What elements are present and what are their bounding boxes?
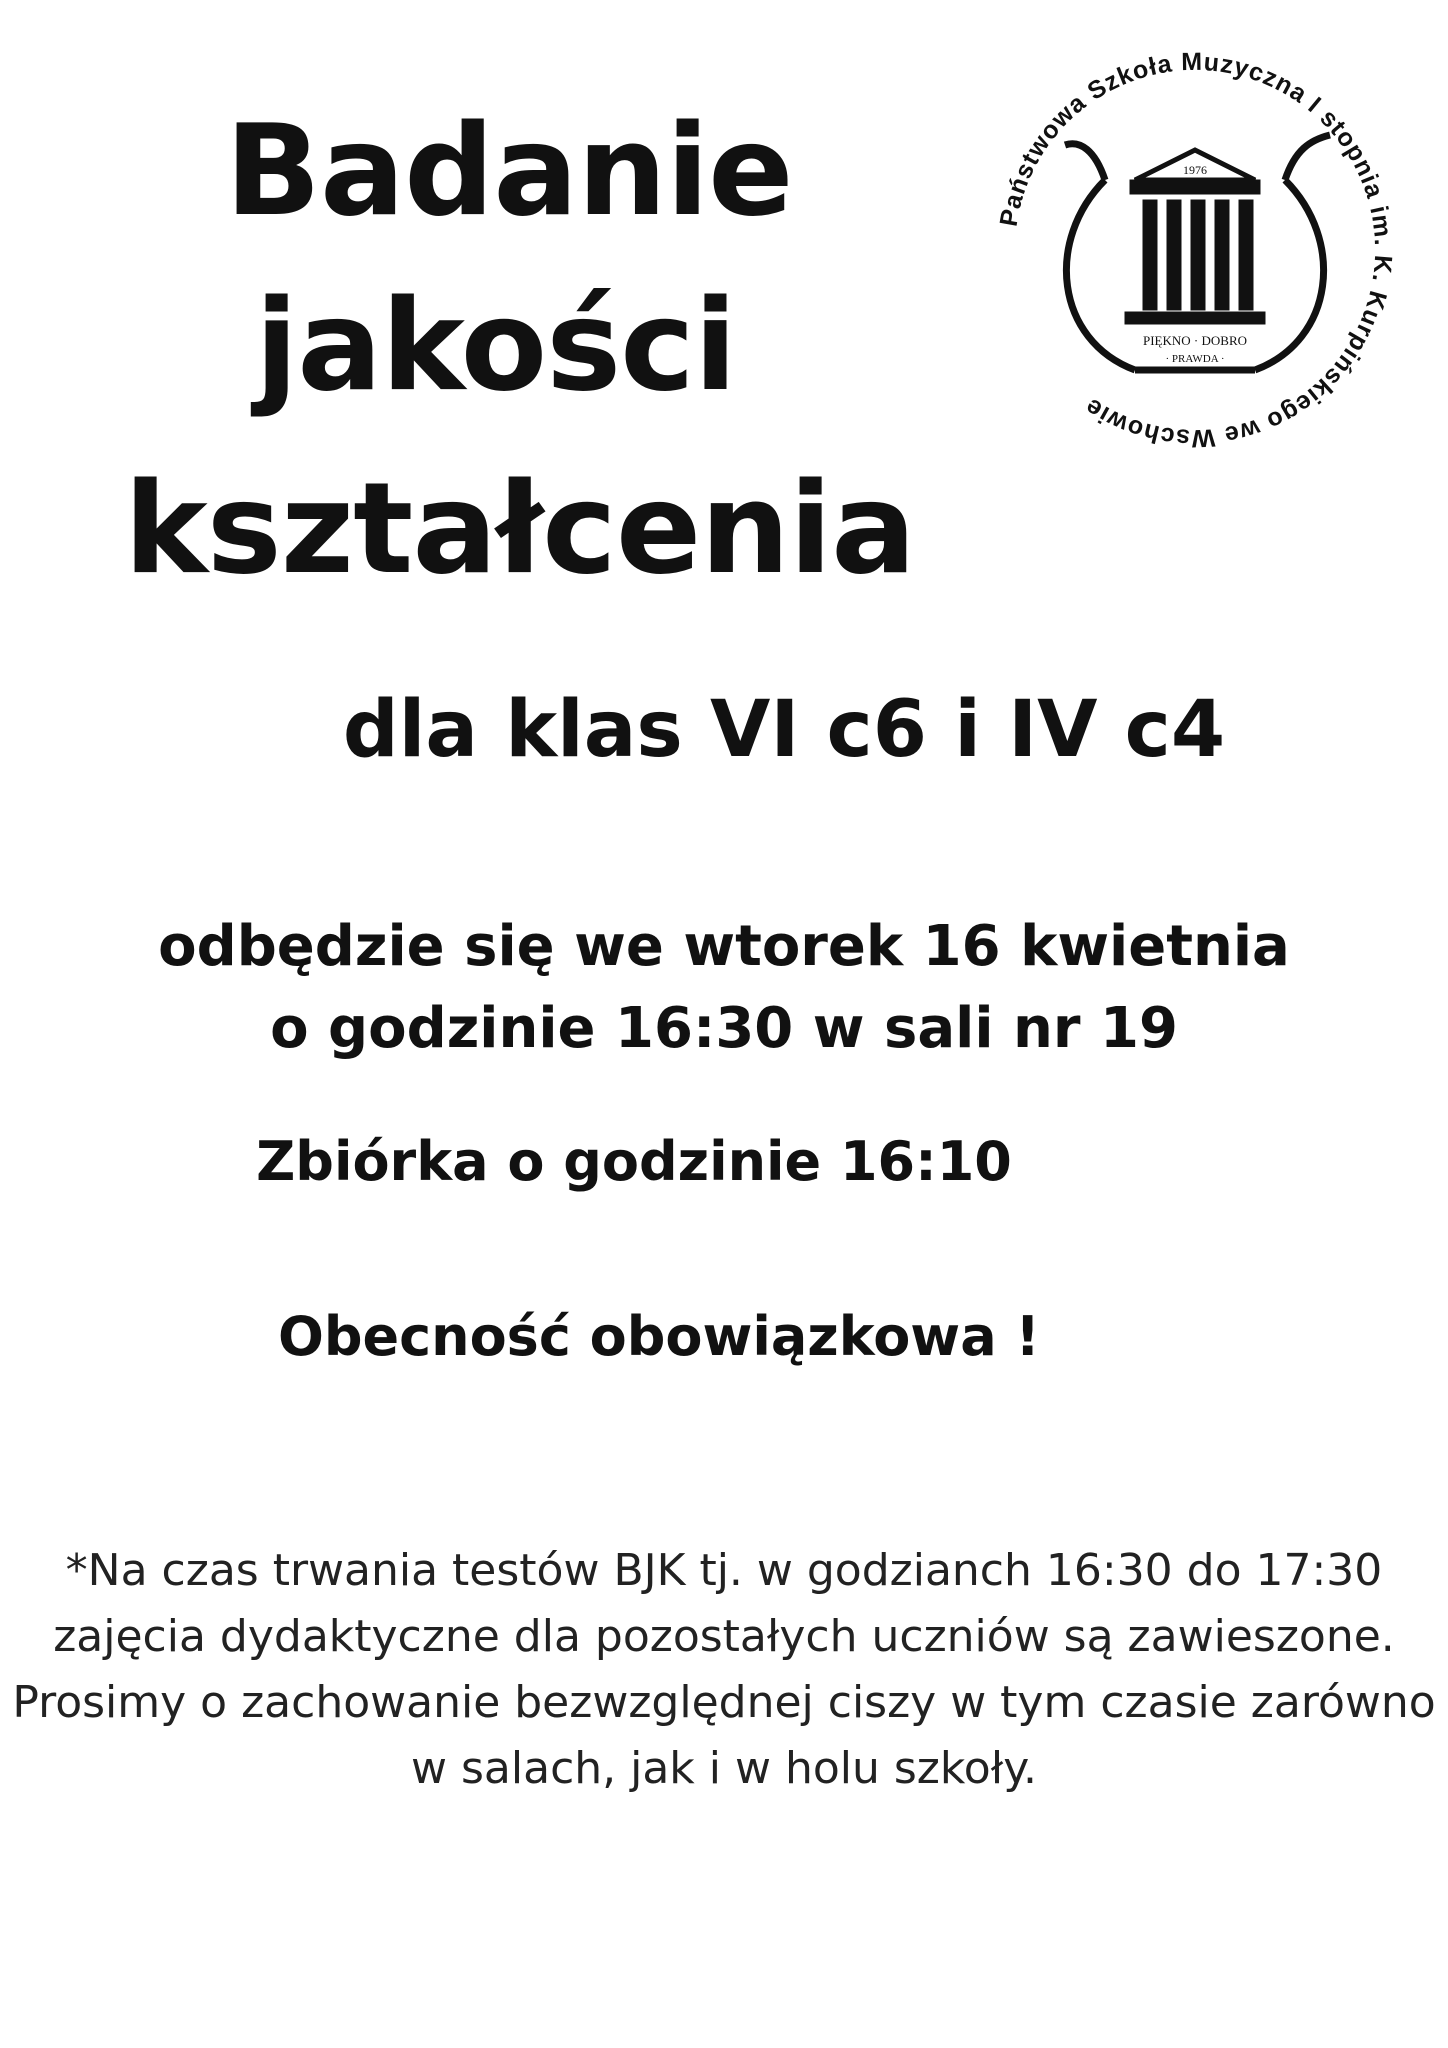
logo-motto-2: · PRAWDA · [1165,353,1225,365]
title-line-2: jakości [255,272,737,419]
gathering-line: Zbiórka o godzinie 16:10 [256,1130,1012,1193]
schedule-line-2: o godzinie 16:30 w sali nr 19 [270,996,1178,1061]
footnote-line-2: zajęcia dydaktyczne dla pozostałych uczniów są zawieszone. [53,1611,1395,1662]
footnote-line-1: *Na czas trwania testów BJK tj. w godzianch 16:30 do 17:30 [65,1545,1383,1596]
logo-ring-text: Państwowa Szkoła Muzyczna I stopnia im. K. Kurpińskiego we Wschowie [994,47,1398,453]
attendance-line: Obecność obowiązkowa ! [277,1305,1041,1368]
school-logo [985,40,1405,460]
logo-motto-1: PIĘKNO · DOBRO [1143,333,1247,348]
classes-line: dla klas VI c6 i IV c4 [342,685,1226,775]
schedule-line-1: odbędzie się we wtorek 16 kwietnia [158,914,1290,979]
footnote [0,1538,1448,1802]
title-line-1: Badanie [225,97,793,244]
logo-year: 1976 [1183,163,1207,177]
footnote-line-3: Prosimy o zachowanie bezwzględnej ciszy w tym czasie zarówno [12,1677,1436,1728]
title-line-3: kształcenia [124,455,916,602]
footnote-line-4: w salach, jak i w holu szkoły. [411,1743,1037,1794]
